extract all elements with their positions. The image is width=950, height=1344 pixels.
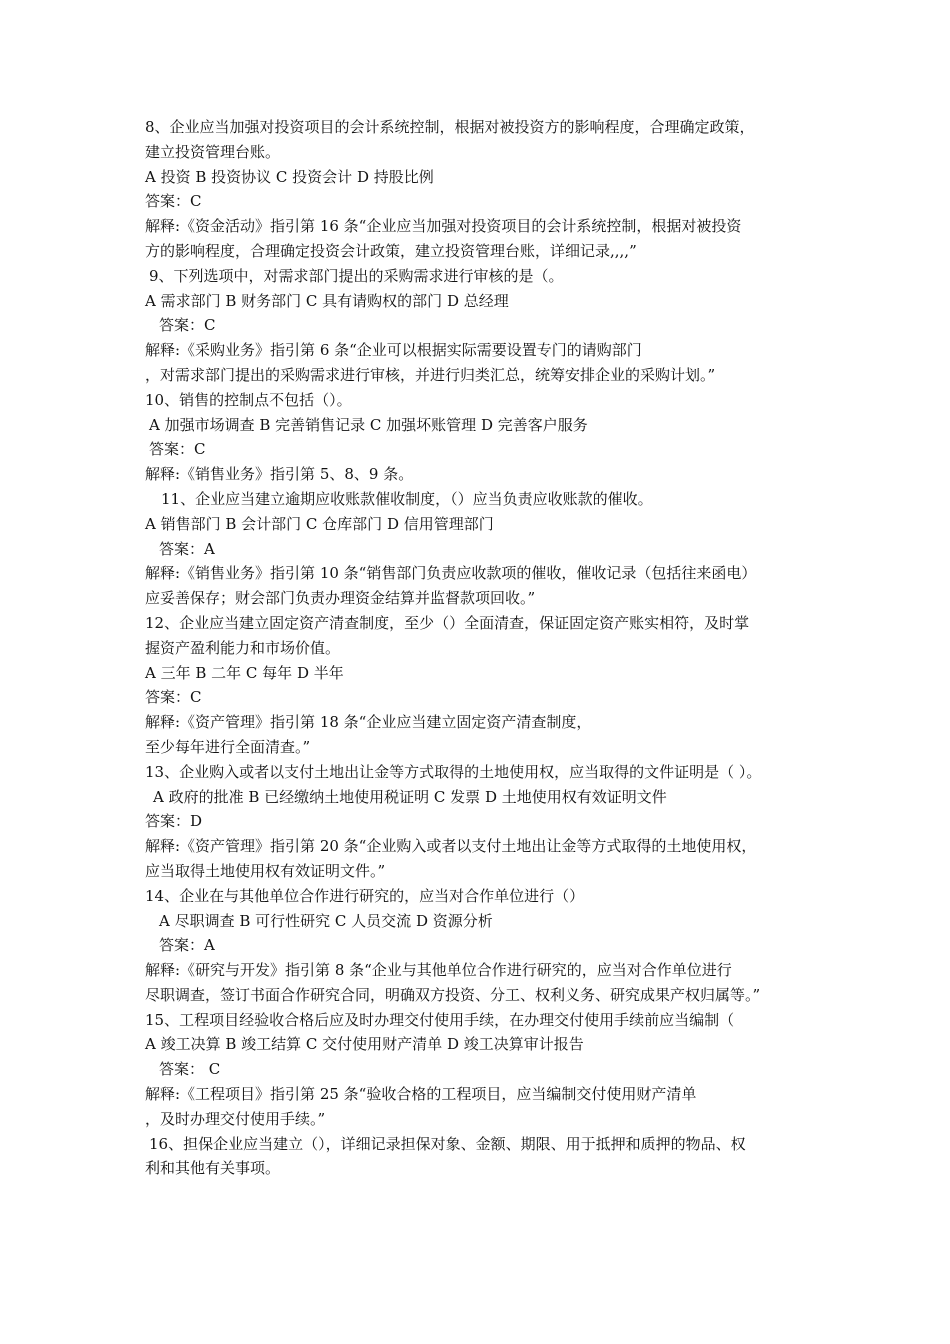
document-body xyxy=(145,115,810,1181)
question-8-explanation-cont: 方的影响程度，合理确定投资会计政策，建立投资管理台账，详细记录,,,,” xyxy=(145,241,637,260)
question-8-text-cont: 建立投资管理台账。 xyxy=(145,142,281,161)
question-9-options: A 需求部门 B 财务部门 C 具有请购权的部门 D 总经理 xyxy=(145,291,509,310)
question-9-explanation: 解释:《采购业务》指引第 6 条“企业可以根据实际需要设置专门的请购部门 xyxy=(145,341,642,360)
question-11-text: 11、企业应当建立逾期应收账款催收制度，（）应当负责应收账款的催收。 xyxy=(161,489,653,508)
question-8-options: A 投资 B 投资协议 C 投资会计 D 持股比例 xyxy=(145,167,434,186)
question-13-options: A 政府的批准 B 已经缴纳土地使用税证明 C 发票 D 土地使用权有效证明文件 xyxy=(153,787,667,806)
question-15-text: 15、工程项目经验收合格后应及时办理交付使用手续，在办理交付使用手续前应当编制（ xyxy=(145,1010,735,1029)
question-10-answer: 答案：C xyxy=(149,440,206,459)
question-16-text: 16、担保企业应当建立（），详细记录担保对象、金额、期限、用于抵押和质押的物品、权 xyxy=(149,1134,746,1153)
question-13-answer: 答案：D xyxy=(145,812,203,831)
question-12-text-cont: 握资产盈利能力和市场价值。 xyxy=(145,638,341,657)
question-12-explanation-cont: 至少每年进行全面清查。” xyxy=(145,737,311,756)
question-11-explanation-cont: 应妥善保存；财会部门负责办理资金结算并监督款项回收。” xyxy=(145,589,536,608)
question-9-text: 9、下列选项中，对需求部门提出的采购需求进行审核的是（。 xyxy=(149,266,564,285)
question-11-explanation: 解释:《销售业务》指引第 10 条“销售部门负责应收款项的催收，催收记录（包括往来函电） xyxy=(145,564,757,583)
question-12-answer: 答案：C xyxy=(145,688,202,707)
question-11-answer: 答案：A xyxy=(159,539,215,558)
question-10-text: 10、销售的控制点不包括（）。 xyxy=(145,390,352,409)
question-15-options: A 竣工决算 B 竣工结算 C 交付使用财产清单 D 竣工决算审计报告 xyxy=(145,1035,584,1054)
question-16-text-cont: 利和其他有关事项。 xyxy=(145,1159,281,1178)
question-14-text: 14、企业在与其他单位合作进行研究的，应当对合作单位进行（） xyxy=(145,886,585,905)
question-9-explanation-cont: ，对需求部门提出的采购需求进行审核，并进行归类汇总，统筹安排企业的采购计划。” xyxy=(145,365,716,384)
question-15-explanation-cont: ，及时办理交付使用手续。” xyxy=(145,1109,326,1128)
question-14-options: A 尽职调查 B 可行性研究 C 人员交流 D 资源分析 xyxy=(159,911,493,930)
question-15-answer: 答案： C xyxy=(159,1060,221,1079)
question-11-options: A 销售部门 B 会计部门 C 仓库部门 D 信用管理部门 xyxy=(145,514,494,533)
question-14-answer: 答案：A xyxy=(159,936,215,955)
question-12-explanation: 解释:《资产管理》指引第 18 条“企业应当建立固定资产清查制度， xyxy=(145,713,592,732)
question-13-explanation: 解释:《资产管理》指引第 20 条“企业购入或者以支付土地出让金等方式取得的土地使用权， xyxy=(145,837,757,856)
question-15-explanation: 解释:《工程项目》指引第 25 条“验收合格的工程项目，应当编制交付使用财产清单 xyxy=(145,1085,697,1104)
question-10-explanation: 解释:《销售业务》指引第 5、8、9 条。 xyxy=(145,465,414,484)
question-10-options: A 加强市场调查 B 完善销售记录 C 加强坏账管理 D 完善客户服务 xyxy=(149,415,588,434)
question-12-text: 12、企业应当建立固定资产清查制度，至少（）全面清查，保证固定资产账实相符，及时掌 xyxy=(145,613,750,632)
question-13-text: 13、企业购入或者以支付土地出让金等方式取得的土地使用权，应当取得的文件证明是（ ）。 xyxy=(145,762,762,781)
question-12-options: A 三年 B 二年 C 每年 D 半年 xyxy=(145,663,344,682)
question-9-answer: 答案：C xyxy=(159,316,216,335)
question-8-explanation: 解释:《资金活动》指引第 16 条“企业应当加强对投资项目的会计系统控制，根据对被投资 xyxy=(145,217,742,236)
question-8-text: 8、企业应当加强对投资项目的会计系统控制，根据对被投资方的影响程度，合理确定政策， xyxy=(145,118,755,136)
question-13-explanation-cont: 应当取得土地使用权有效证明文件。” xyxy=(145,861,386,880)
question-14-explanation: 解释:《研究与开发》指引第 8 条“企业与其他单位合作进行研究的，应当对合作单位进行 xyxy=(145,961,732,980)
question-14-explanation-cont: 尽职调查，签订书面合作研究合同，明确双方投资、分工、权利义务、研究成果产权归属等。” xyxy=(145,985,761,1004)
question-8-answer: 答案：C xyxy=(145,192,202,211)
